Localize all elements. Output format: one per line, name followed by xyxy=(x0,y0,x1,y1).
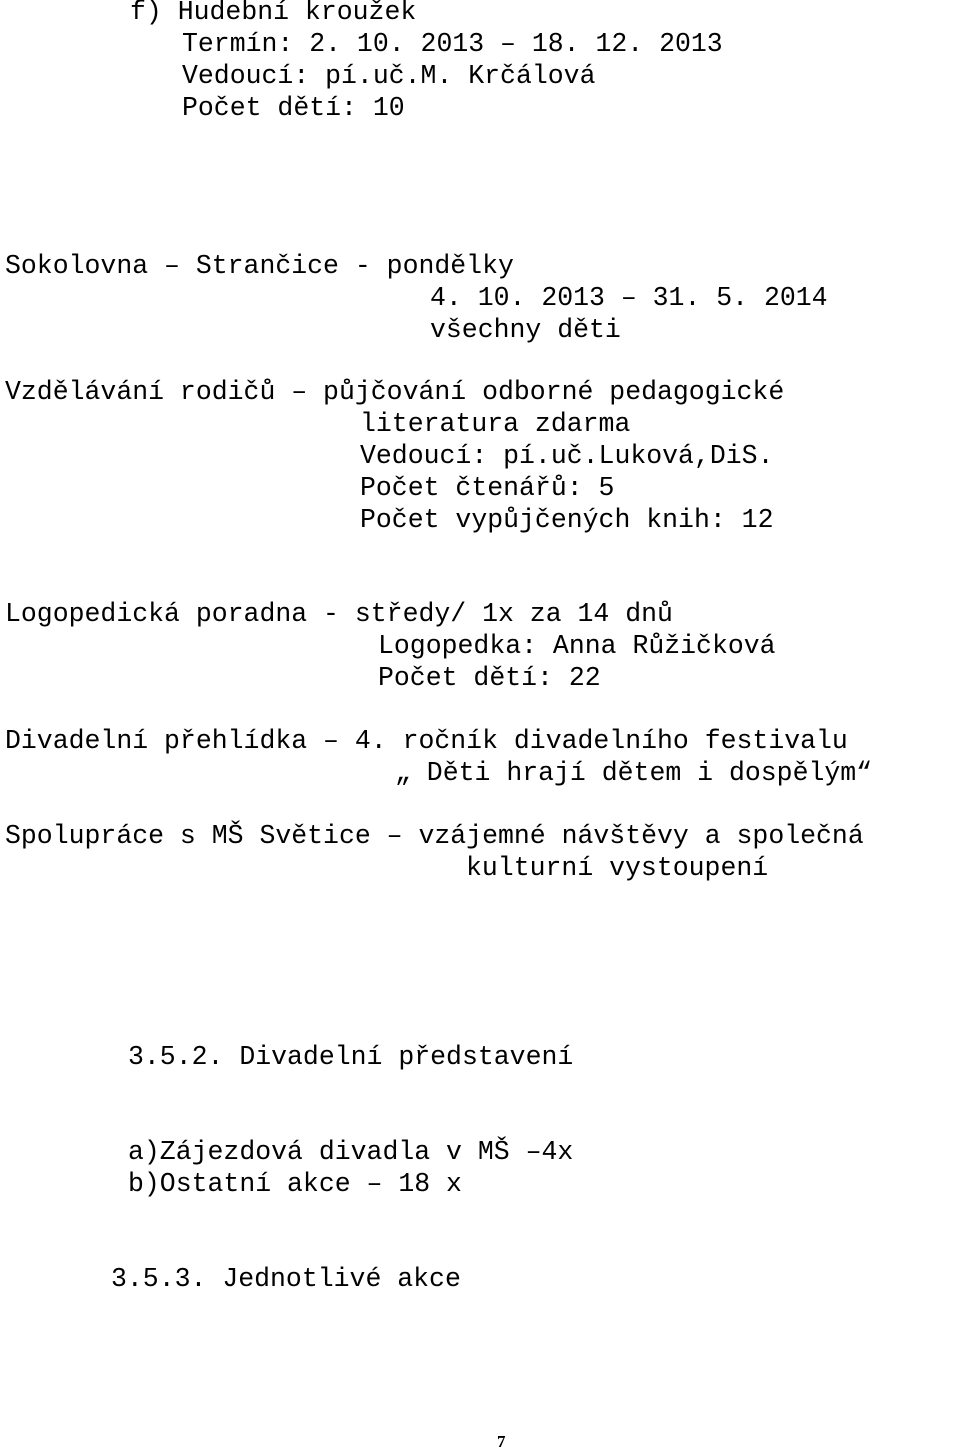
spoluprace-line2: kulturní vystoupení xyxy=(466,853,769,883)
hudebni-krouzek-heading: f) Hudební kroužek xyxy=(130,0,417,27)
vzdelavani-books: Počet vypůjčených knih: 12 xyxy=(360,505,774,535)
hudebni-krouzek-term: Termín: 2. 10. 2013 – 18. 12. 2013 xyxy=(182,29,723,59)
hudebni-krouzek-children: Počet dětí: 10 xyxy=(182,93,405,123)
page-number: 7 xyxy=(497,1432,506,1451)
logopedie-logoped: Logopedka: Anna Růžičková xyxy=(378,631,776,661)
divadelni-prehlidka-heading: Divadelní přehlídka – 4. ročník divadelního festivalu xyxy=(5,726,848,756)
spoluprace-heading: Spolupráce s MŠ Světice – vzájemné návštěvy a společná xyxy=(5,821,864,851)
logopedie-children: Počet dětí: 22 xyxy=(378,663,601,693)
vzdelavani-readers: Počet čtenářů: 5 xyxy=(360,473,615,503)
sokolovna-who: všechny děti xyxy=(430,315,621,345)
sokolovna-dates: 4. 10. 2013 – 31. 5. 2014 xyxy=(430,283,828,313)
section-352-item-a: a)Zájezdová divadla v MŠ –4x xyxy=(128,1137,574,1167)
divadelni-prehlidka-motto: „ Děti hrají dětem i dospělým“ xyxy=(395,758,873,788)
sokolovna-heading: Sokolovna – Strančice - pondělky xyxy=(5,251,514,281)
vzdelavani-heading: Vzdělávání rodičů – půjčování odborné pedagogické xyxy=(5,377,785,407)
vzdelavani-leader: Vedoucí: pí.uč.Luková,DiS. xyxy=(360,441,774,471)
section-353-title: 3.5.3. Jednotlivé akce xyxy=(111,1264,461,1294)
hudebni-krouzek-leader: Vedoucí: pí.uč.M. Krčálová xyxy=(182,61,596,91)
section-352-item-b: b)Ostatní akce – 18 x xyxy=(128,1169,462,1199)
section-352-title: 3.5.2. Divadelní představení xyxy=(128,1042,574,1072)
vzdelavani-line2: literatura zdarma xyxy=(360,409,631,439)
logopedie-heading: Logopedická poradna - středy/ 1x za 14 dnů xyxy=(5,599,673,629)
